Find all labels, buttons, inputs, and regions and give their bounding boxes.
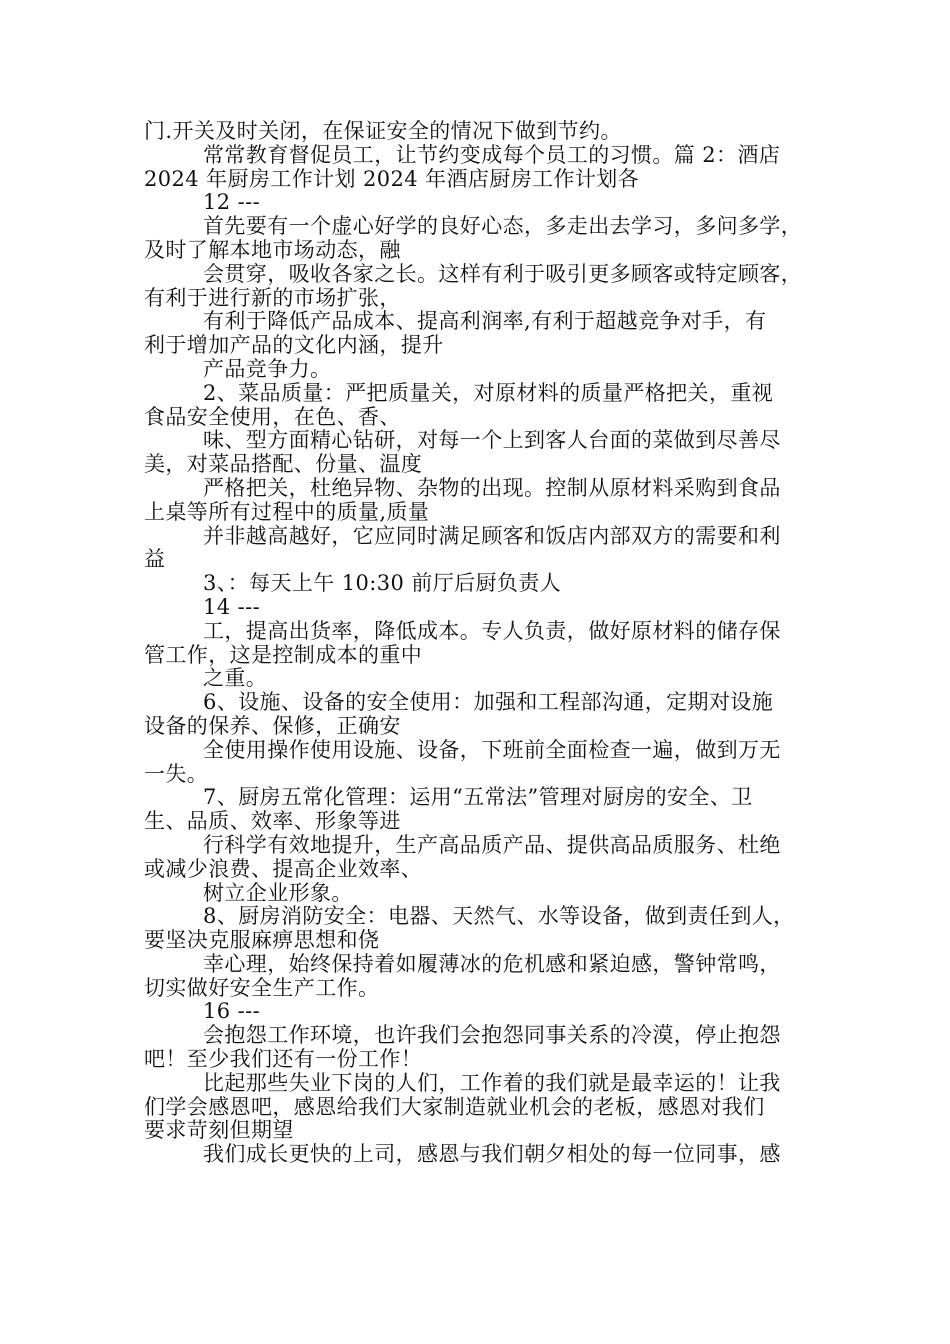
text-line: 16 --- bbox=[203, 999, 261, 1024]
text-line: 及时了解本地市场动态，融 bbox=[144, 237, 401, 262]
text-line: 行科学有效地提升，生产高品质产品、提供高品质服务、杜绝 bbox=[203, 832, 781, 857]
text-line: 设备的保养、保修，正确安 bbox=[144, 713, 401, 738]
text-line: 12 --- bbox=[203, 190, 261, 215]
text-line: 益 bbox=[144, 547, 166, 572]
text-line: 比起那些失业下岗的人们，工作着的我们就是最幸运的！让我 bbox=[203, 1070, 781, 1095]
text-line: 要坚决克服麻痹思想和侥 bbox=[144, 928, 380, 953]
text-line: 一失。 bbox=[144, 761, 209, 786]
document-body bbox=[144, 120, 814, 1167]
text-line: 树立企业形象。 bbox=[203, 880, 353, 905]
text-line: 我们成长更快的上司，感恩与我们朝夕相处的每一位同事，感 bbox=[203, 1142, 781, 1167]
text-line: 生、品质、效率、形象等进 bbox=[144, 809, 401, 834]
text-line: 2024 年厨房工作计划 2024 年酒店厨房工作计划各 bbox=[144, 166, 640, 191]
text-line: 7、厨房五常化管理：运用“五常法”管理对厨房的安全、卫 bbox=[203, 785, 753, 810]
text-line: 管工作，这是控制成本的重中 bbox=[144, 642, 423, 667]
text-line: 3、：每天上午 10:30 前厅后厨负责人 bbox=[203, 571, 562, 596]
text-line: 之重。 bbox=[203, 666, 268, 691]
text-line: 食品安全使用，在色、香、 bbox=[144, 404, 401, 429]
text-line: 有利于进行新的市场扩张， bbox=[144, 285, 401, 310]
text-line: 并非越高越好，它应同时满足顾客和饭店内部双方的需要和利 bbox=[203, 523, 781, 548]
text-line: 吧！至少我们还有一份工作！ bbox=[144, 1047, 423, 1072]
text-line: 利于增加产品的文化内涵，提升 bbox=[144, 333, 444, 358]
text-line: 门.开关及时关闭，在保证安全的情况下做到节约。 bbox=[144, 119, 622, 143]
text-line: 产品竞争力。 bbox=[203, 356, 332, 381]
text-line: 2、菜品质量：严把质量关，对原材料的质量严格把关，重视 bbox=[203, 380, 774, 405]
text-line: 8、厨房消防安全：电器、天然气、水等设备，做到责任到人， bbox=[203, 904, 795, 929]
text-line: 常常教育督促员工，让节约变成每个员工的习惯。篇 2：酒店 bbox=[203, 142, 781, 167]
text-line: 或减少浪费、提高企业效率、 bbox=[144, 856, 423, 881]
text-line: 切实做好安全生产工作。 bbox=[144, 975, 380, 1000]
text-line: 们学会感恩吧，感恩给我们大家制造就业机会的老板，感恩对我们 bbox=[144, 1094, 765, 1119]
text-line: 严格把关，杜绝异物、杂物的出现。控制从原材料采购到食品 bbox=[203, 475, 781, 500]
text-line: 会抱怨工作环境，也许我们会抱怨同事关系的冷漠，停止抱怨 bbox=[203, 1023, 781, 1048]
text-line: 全使用操作使用设施、设备，下班前全面检查一遍，做到万无 bbox=[203, 737, 781, 762]
text-line: 美，对菜品搭配、份量、温度 bbox=[144, 452, 423, 477]
text-line: 有利于降低产品成本、提高利润率,有利于超越竞争对手，有 bbox=[203, 309, 767, 334]
text-line: 工，提高出货率，降低成本。专人负责，做好原材料的储存保 bbox=[203, 618, 781, 643]
text-line: 14 --- bbox=[203, 594, 261, 619]
text-line: 幸心理，始终保持着如履薄冰的危机感和紧迫感，警钟常鸣， bbox=[203, 951, 781, 976]
text-line: 会贯穿，吸收各家之长。这样有利于吸引更多顾客或特定顾客， bbox=[203, 261, 803, 286]
text-line: 上桌等所有过程中的质量,质量 bbox=[144, 499, 430, 524]
text-line: 6、设施、设备的安全使用：加强和工程部沟通，定期对设施 bbox=[203, 690, 774, 715]
text-line: 味、型方面精心钻研，对每一个上到客人台面的菜做到尽善尽 bbox=[203, 428, 781, 453]
text-line: 首先要有一个虚心好学的良好心态，多走出去学习，多问多学， bbox=[203, 214, 803, 239]
text-line: 要求苛刻但期望 bbox=[144, 1118, 294, 1143]
